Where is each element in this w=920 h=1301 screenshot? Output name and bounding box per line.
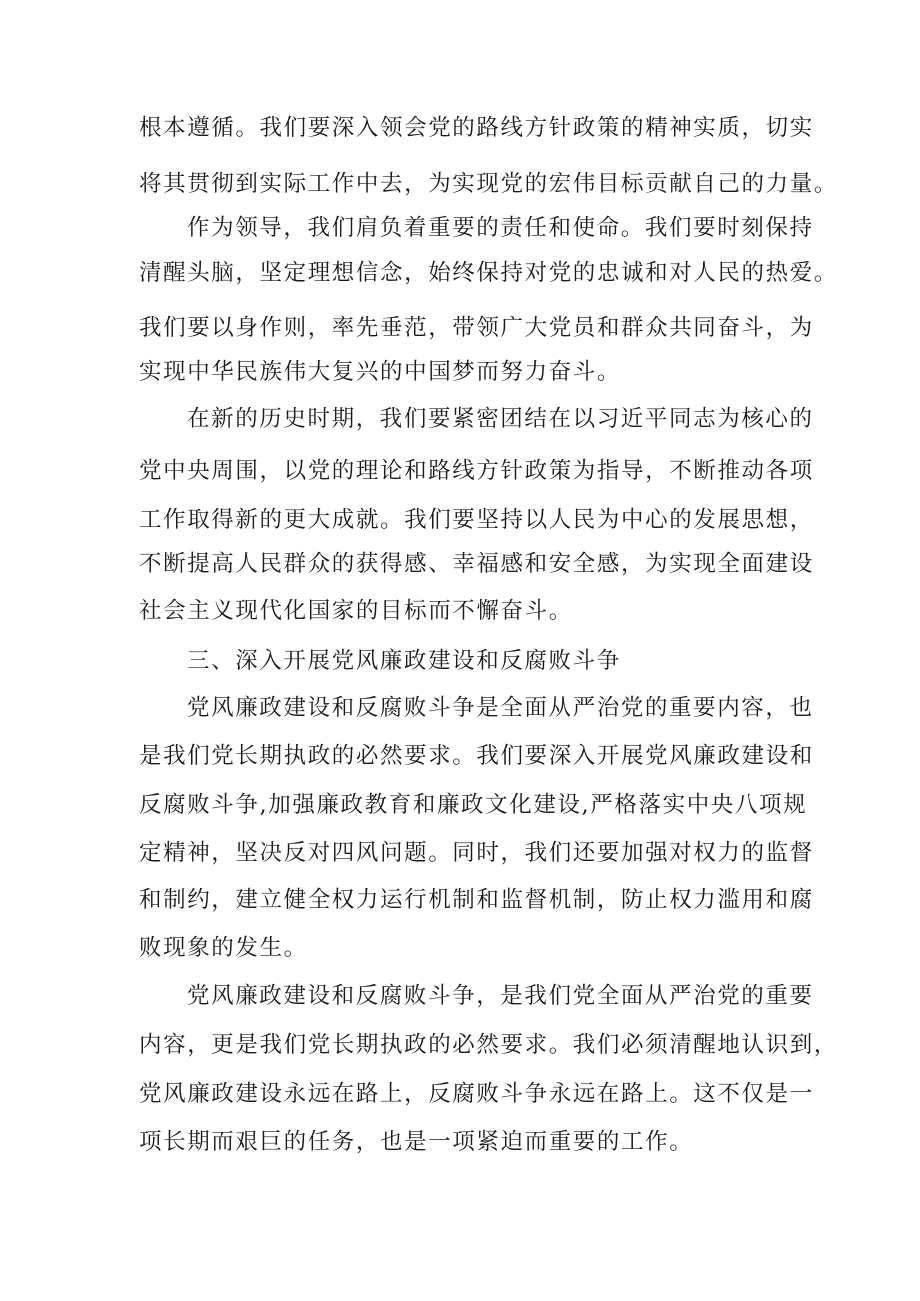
paragraph-line: 定精神，坚决反对四风问题。同时，我们还要加强对权力的监督 xyxy=(139,840,814,866)
paragraph-line: 党风廉政建设和反腐败斗争是全面从严治党的重要内容，也 xyxy=(187,695,814,721)
paragraph-line: 实现中华民族伟大复兴的中国梦而努力奋斗。 xyxy=(139,359,622,385)
paragraph-line: 作为领导，我们肩负着重要的责任和使命。我们要时刻保持 xyxy=(187,215,814,241)
paragraph-line: 党中央周围，以党的理论和路线方针政策为指导，不断推动各项 xyxy=(139,458,814,484)
paragraph-line: 将其贯彻到实际工作中去，为实现党的宏伟目标贡献自己的力量。 xyxy=(139,171,838,197)
paragraph-line: 社会主义现代化国家的目标而不懈奋斗。 xyxy=(139,598,573,624)
paragraph-line: 在新的历史时期，我们要紧密团结在以习近平同志为核心的 xyxy=(187,406,814,432)
paragraph-line: 项长期而艰巨的任务，也是一项紧迫而重要的工作。 xyxy=(139,1129,694,1155)
paragraph-line: 是我们党长期执政的必然要求。我们要深入开展党风廉政建设和 xyxy=(139,743,814,769)
paragraph-line: 败现象的发生。 xyxy=(139,935,308,961)
paragraph-line: 内容，更是我们党长期执政的必然要求。我们必须清醒地认识到， xyxy=(139,1032,838,1058)
paragraph-line: 党风廉政建设和反腐败斗争，是我们党全面从严治党的重要 xyxy=(187,983,814,1009)
paragraph-line: 不断提高人民群众的获得感、幸福感和安全感，为实现全面建设 xyxy=(139,551,814,577)
paragraph-line: 工作取得新的更大成就。我们要坚持以人民为中心的发展思想， xyxy=(139,507,814,533)
paragraph-line: 党风廉政建设永远在路上，反腐败斗争永远在路上。这不仅是一 xyxy=(139,1081,814,1107)
section-heading: 三、深入开展党风廉政建设和反腐败斗争 xyxy=(187,648,621,674)
paragraph-line: 清醒头脑，坚定理想信念，始终保持对党的忠诚和对人民的热爱。 xyxy=(139,260,838,286)
paragraph-line: 根本遵循。我们要深入领会党的路线方针政策的精神实质，切实 xyxy=(139,115,814,141)
paragraph-line: 反腐败斗争,加强廉政教育和廉政文化建设,严格落实中央八项规 xyxy=(139,792,808,818)
paragraph-line: 我们要以身作则，率先垂范，带领广大党员和群众共同奋斗，为 xyxy=(139,315,814,341)
paragraph-line: 和制约，建立健全权力运行机制和监督机制，防止权力滥用和腐 xyxy=(139,887,814,913)
